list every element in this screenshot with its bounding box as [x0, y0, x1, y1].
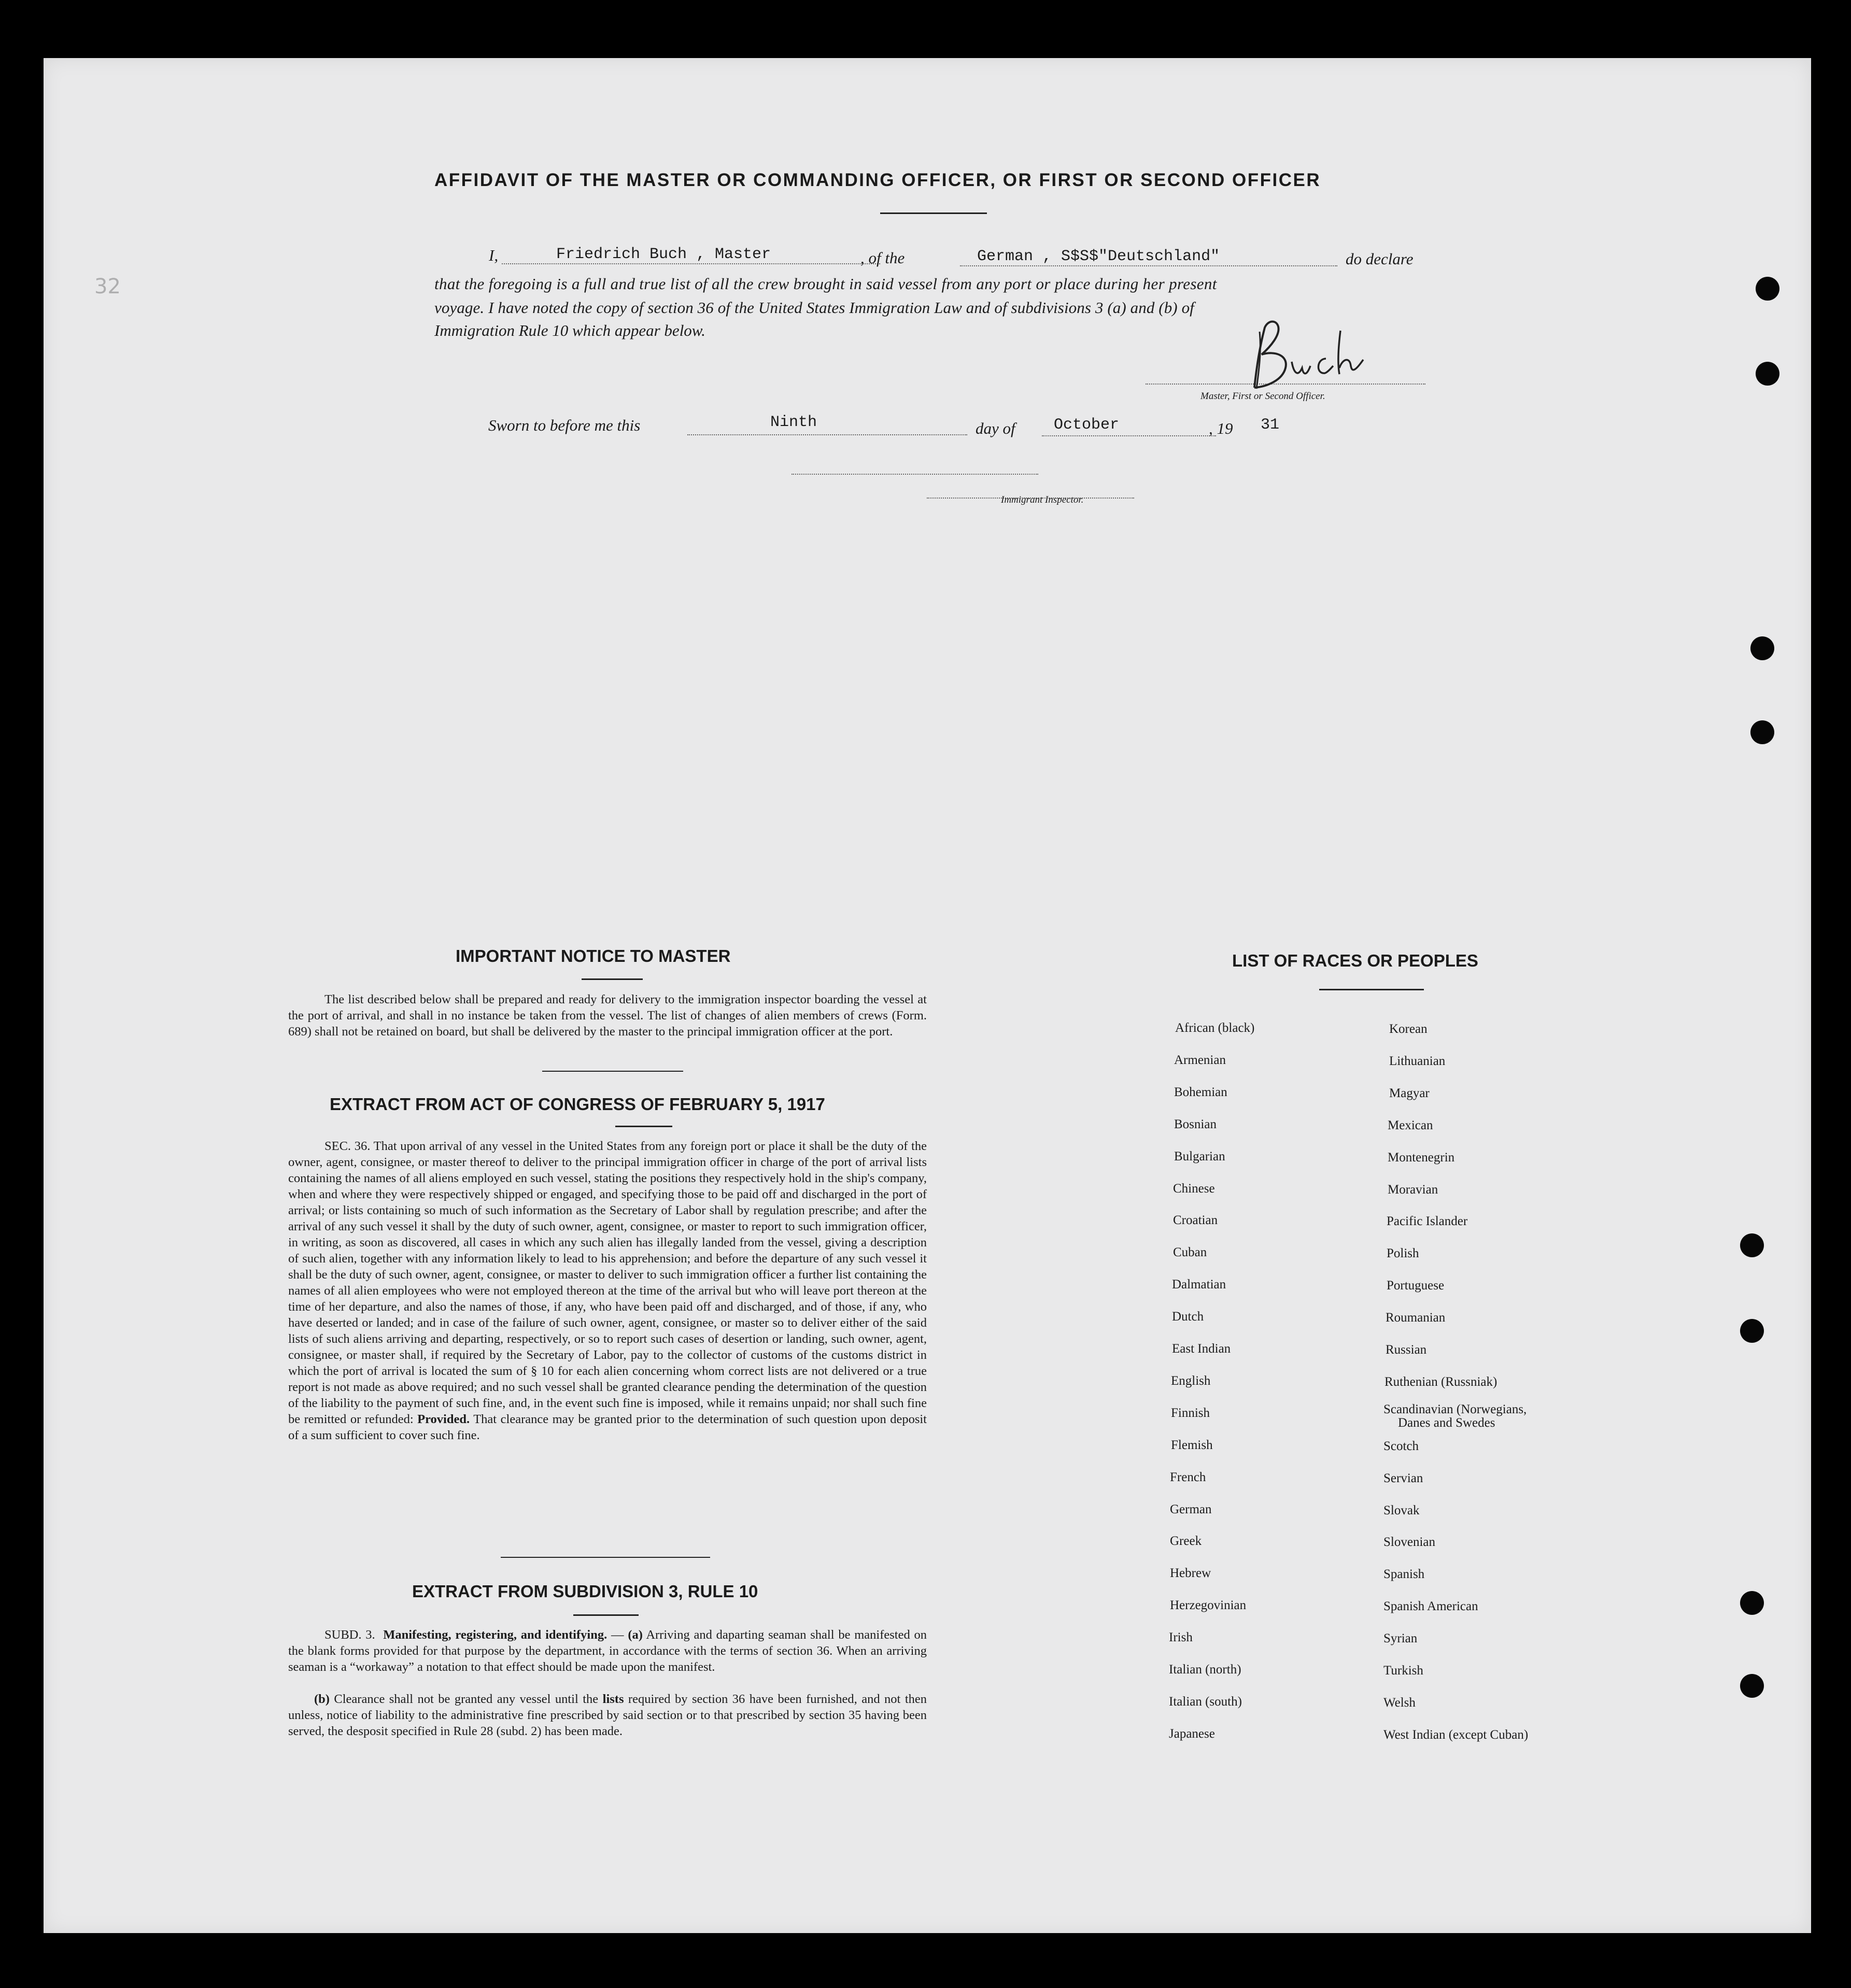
subd-label: SUBD. 3.	[324, 1628, 375, 1642]
notice-bottom-rule	[542, 1071, 683, 1072]
act-text-main: SEC. 36. That upon arrival of any vessel in the United States from any foreign port or place it shall be the duty of the owner, agent, consignee, or master thereof to deliver to the principal immigration officer in charge of the port of arrival lists containing the names of all aliens employed en such vessel, stating the positions they respectively hold in the ship's company, when and where they were respectively shipped or engaged, and specifying those to be paid off and discharged in the port of arrival; or lists containing so much of such information as the Secretary of Labor shall by regulation prescribe; and after the arrival of any such vessel it shall by the duty of such owner, agent, consignee, or master to report to such immigration officer, in writing, as soon as discovered, all cases in which any such alien has illegally landed from the vessel, giving a description of such alien, together with any information likely to lead to his apprehension; and before the departure of any such vessel it shall be the duty of such owner, agent, consignee, or master to deliver to such immigration officer a further list containing the names of all alien employees who were not employed thereon at the time of the arrival but who will leave port thereon at the time of her departure, and also the names of those, if any, who have been paid off and discharged, and of those, if any, who have deserted or landed; and in case of the failure of such owner, agent, consignee, or master so to deliver either of the said lists of such aliens arriving and departing, respectively, or so to report such cases of desertion or landing, such owner, agent, consignee, or master shall, if required by the Secretary of Labor, pay to the collector of customs of the customs district in which the port of arrival is located the sum of § 10 for each alien concerning whom correct lists are not delivered or a true report is not made as above required; and no such vessel shall be granted clearance pending the determination of the question of the liability to the payment of such fine, and, in the event such fine is imposed, while it remains unpaid; nor shall such fine be remitted or refunded:	[288, 1139, 927, 1426]
notice-title: IMPORTANT NOTICE TO MASTER	[456, 946, 731, 965]
race-item: Croatian	[1173, 1213, 1218, 1228]
race-item: English	[1171, 1373, 1211, 1388]
race-item: Dalmatian	[1172, 1277, 1226, 1292]
race-item: Syrian	[1383, 1631, 1418, 1646]
races-title: LIST OF RACES OR PEOPLES	[1232, 951, 1478, 970]
race-item: Roumanian	[1386, 1311, 1446, 1325]
affidavit-title: AFFIDAVIT OF THE MASTER OR COMMANDING OFFICER, OR FIRST OR SECOND OFFICER	[434, 170, 1321, 190]
punch-hole	[1740, 1319, 1764, 1343]
year-value: 31	[1261, 416, 1280, 434]
race-item: Italian (north)	[1169, 1663, 1241, 1677]
notice-title-rule	[582, 978, 643, 980]
vessel-underline	[960, 265, 1337, 266]
act-extract-title: EXTRACT FROM ACT OF CONGRESS OF FEBRUARY 5, 1917	[330, 1095, 825, 1114]
act-title-rule	[615, 1126, 672, 1127]
inspector-caption: Immigrant Inspector.	[1001, 494, 1084, 505]
margin-mark: 32	[94, 275, 121, 299]
race-item: Pacific Islander	[1387, 1214, 1468, 1229]
subd-dash: —	[607, 1628, 628, 1642]
punch-hole	[1740, 1233, 1764, 1257]
race-item: German	[1170, 1502, 1212, 1516]
of-the-text: , of the	[860, 249, 905, 267]
month-underline	[1042, 435, 1216, 436]
race-item: Herzegovinian	[1170, 1598, 1247, 1613]
notice-text: The list described below shall be prepared and ready for delivery to the immigration inspector boarding the vessel at the port of arrival, and shall in no instance be taken from the vessel. The list of changes of alien members of crews (Form. 689) shall not be retained on board, but shall be delivered by the master to the principal immigration officer at the port.	[288, 992, 927, 1039]
race-item: Armenian	[1174, 1053, 1226, 1067]
race-item: Russian	[1386, 1343, 1427, 1357]
year-prefix: , 19	[1209, 419, 1233, 437]
sworn-day-value: Ninth	[770, 414, 817, 431]
title-rule	[880, 212, 987, 214]
rule-subd-b-text	[288, 1691, 927, 1739]
race-item: Italian (south)	[1169, 1694, 1242, 1709]
race-item: African (black)	[1175, 1021, 1255, 1035]
race-item: Flemish	[1171, 1438, 1213, 1452]
day-underline	[687, 434, 967, 435]
do-declare-text: do declare	[1346, 250, 1414, 268]
master-signature	[1239, 316, 1405, 394]
punch-hole	[1750, 636, 1774, 660]
race-item: Irish	[1169, 1630, 1193, 1645]
race-item: Lithuanian	[1389, 1054, 1446, 1068]
affidavit-line-4: Immigration Rule 10 which appear below.	[434, 321, 705, 339]
vessel-value: German , S$S$"Deutschland"	[977, 248, 1220, 265]
sworn-prefix: Sworn to before me this	[488, 416, 641, 434]
master-name-value: Friedrich Buch , Master	[556, 246, 771, 263]
punch-hole	[1740, 1591, 1764, 1615]
race-item: Servian	[1383, 1471, 1423, 1485]
race-item: Greek	[1170, 1534, 1202, 1549]
punch-hole	[1756, 362, 1779, 386]
subd-b-label: (b)	[314, 1692, 330, 1706]
act-provided-bold: Provided.	[417, 1412, 470, 1426]
punch-hole	[1750, 720, 1774, 744]
rule-extract-title: EXTRACT FROM SUBDIVISION 3, RULE 10	[412, 1582, 758, 1601]
race-item: Spanish American	[1383, 1599, 1478, 1614]
act-text-end: That clearance may be granted prior to the determination of such question upon deposit of a sum sufficient to cover such fine.	[288, 1412, 927, 1442]
rule-title-rule	[573, 1614, 639, 1616]
race-item: Cuban	[1173, 1245, 1207, 1260]
subd-a-label: (a)	[628, 1628, 643, 1642]
race-item: Japanese	[1169, 1726, 1215, 1741]
race-item: Spanish	[1383, 1567, 1425, 1582]
affidavit-line-2: that the foregoing is a full and true list of all the crew brought in said vessel from any port or place during her present	[434, 275, 1217, 293]
subd-bold-heading: Manifesting, registering, and identifying.	[383, 1628, 607, 1642]
race-item: Montenegrin	[1388, 1150, 1455, 1165]
act-bottom-rule	[501, 1557, 710, 1558]
race-item: Portuguese	[1387, 1279, 1445, 1293]
race-item: Bulgarian	[1174, 1149, 1225, 1163]
race-item: Ruthenian (Russniak)	[1384, 1374, 1497, 1389]
race-item: Chinese	[1173, 1181, 1215, 1196]
punch-hole	[1740, 1674, 1764, 1698]
day-of-text: day of	[976, 419, 1015, 437]
race-item: West Indian (except Cuban)	[1383, 1727, 1529, 1742]
punch-hole	[1756, 277, 1779, 301]
race-item-line: Scandinavian (Norwegians,	[1383, 1402, 1527, 1416]
race-item: Bosnian	[1174, 1117, 1217, 1131]
subd-b-text-2: required by section 36 have been furnished, and not then unless, notice of liability to the administrative fine prescribed by said section or to that prescribed by section 35 having been served, the desposit specified in Rule 28 (subd. 2) has been made.	[288, 1692, 927, 1738]
race-item: East Indian	[1172, 1342, 1231, 1356]
races-title-rule	[1319, 989, 1424, 990]
race-item-continuation: Danes and Swedes	[1398, 1415, 1495, 1430]
race-item: Slovak	[1383, 1503, 1420, 1517]
race-item: Welsh	[1383, 1695, 1416, 1710]
sworn-month-value: October	[1054, 416, 1120, 434]
race-item: Scotch	[1383, 1439, 1419, 1453]
race-item: Dutch	[1172, 1310, 1204, 1324]
subd-b-bold: lists	[602, 1692, 624, 1706]
race-item: Finnish	[1171, 1405, 1210, 1420]
race-item: Turkish	[1383, 1664, 1423, 1678]
affidavit-line-3: voyage. I have noted the copy of section 36 of the United States Immigration Law and of subdivisions 3 (a) and (b) of	[434, 299, 1194, 317]
race-item: Polish	[1387, 1246, 1419, 1261]
rule-subd-a-text	[288, 1627, 927, 1675]
signature-caption: Master, First or Second Officer.	[1200, 391, 1325, 402]
race-item: French	[1170, 1470, 1206, 1484]
race-item: Hebrew	[1170, 1566, 1211, 1581]
race-item: Mexican	[1388, 1118, 1433, 1132]
race-item	[1383, 1403, 1527, 1430]
subd-b-text-1: Clearance shall not be granted any vessel until the	[329, 1692, 603, 1706]
inspector-underline-1	[792, 474, 1038, 475]
race-item: Moravian	[1388, 1182, 1438, 1197]
pronoun-i: I,	[489, 246, 499, 264]
race-item: Korean	[1389, 1022, 1428, 1036]
race-item: Bohemian	[1174, 1085, 1227, 1099]
name-underline	[502, 263, 880, 264]
subd-a-text: Arriving and daparting seaman shall be manifested on the blank forms provided for that purpose by the department, in accordance with the terms of section 36. When an arriving seaman is a “workaway” a notation to that effect should be made upon the manifest.	[288, 1628, 927, 1674]
race-item: Magyar	[1389, 1086, 1430, 1100]
race-item: Slovenian	[1383, 1535, 1435, 1550]
act-extract-text	[288, 1138, 927, 1443]
